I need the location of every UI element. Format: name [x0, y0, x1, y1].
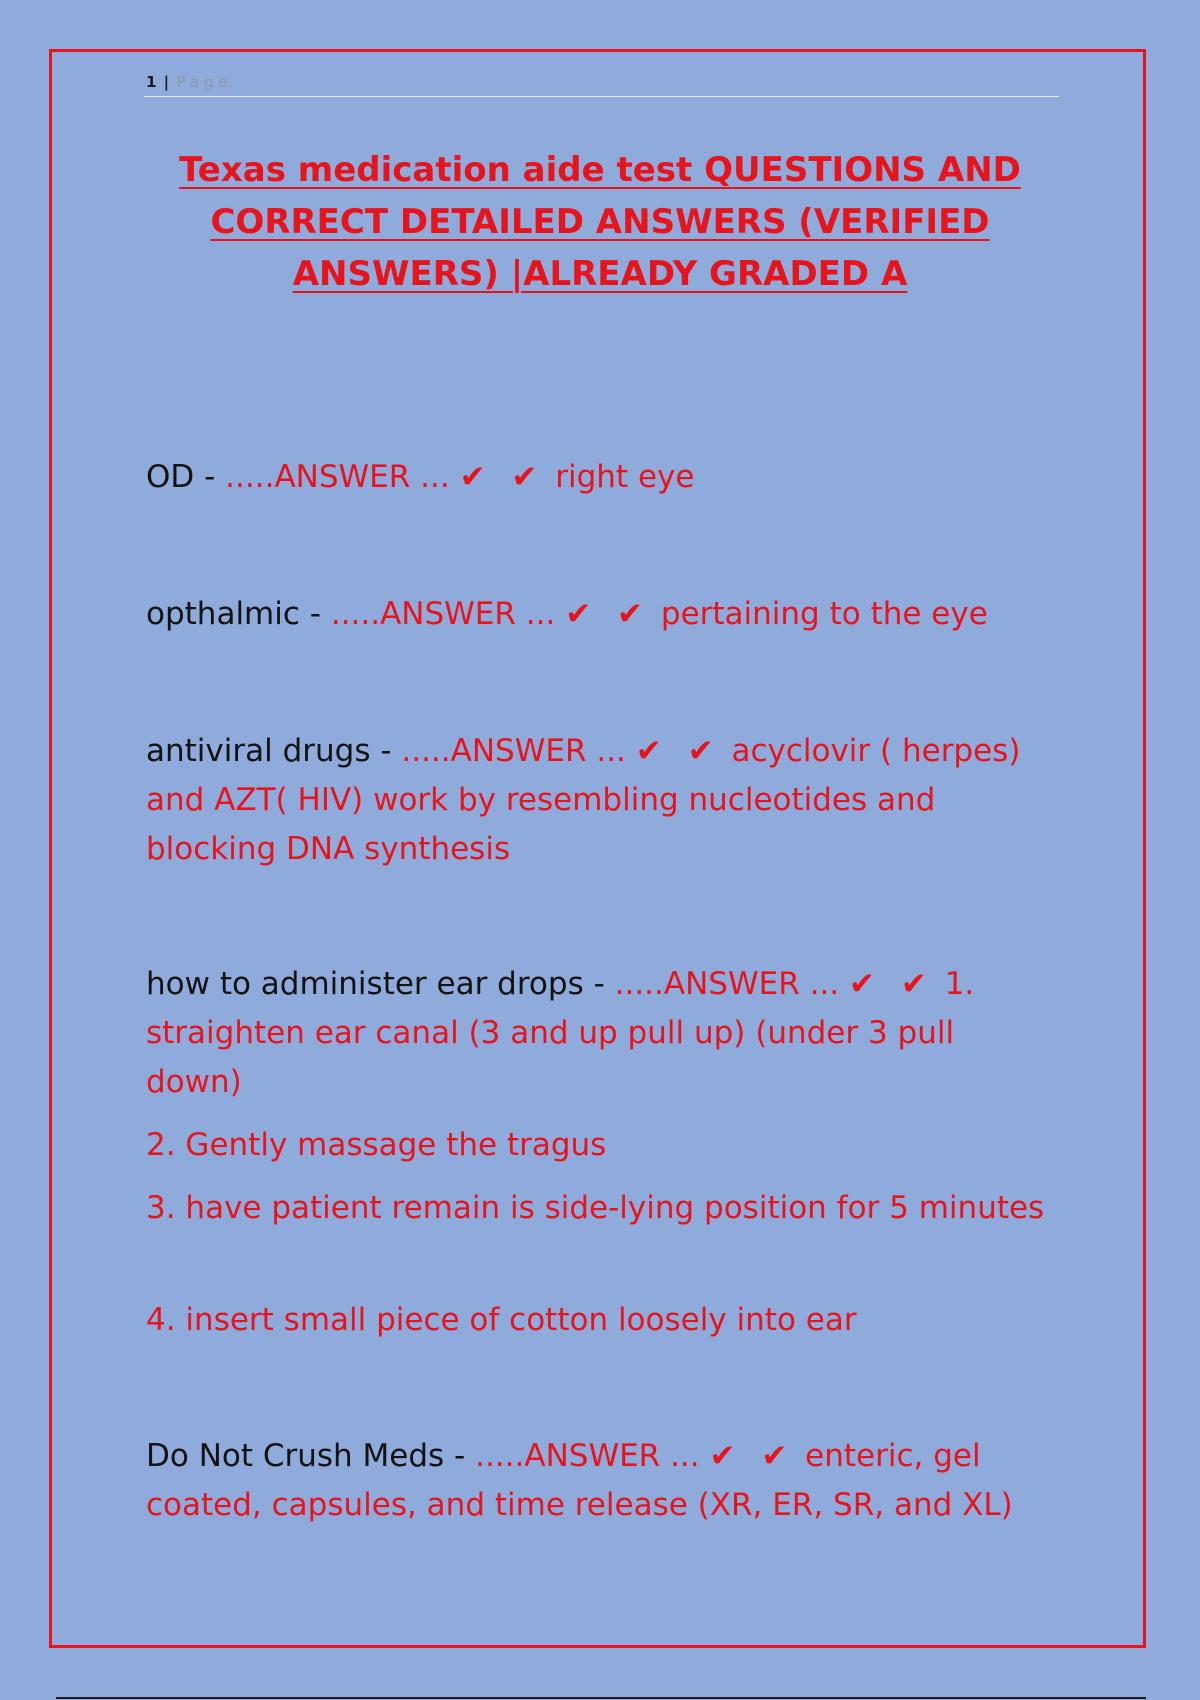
question-term: opthalmic - — [146, 596, 331, 632]
qa-item-antiviral-drugs — [146, 727, 1046, 874]
answer-marker: .....ANSWER ... — [614, 966, 840, 1002]
page-number-label — [146, 73, 233, 91]
check-marks-icon: ✔ ✔ — [849, 966, 935, 1002]
answer-text: acyclovir ( herpes) and AZT( HIV) work by resembling nucleotides and blocking DNA synthesis — [146, 733, 1021, 867]
check-marks-icon: ✔ ✔ — [709, 1438, 796, 1474]
answer-marker: .....ANSWER ... — [330, 596, 556, 632]
page-header — [144, 70, 1059, 97]
question-term: OD - — [146, 459, 226, 495]
question-term: how to administer ear drops - — [146, 966, 615, 1002]
question-term: Do Not Crush Meds - — [146, 1438, 476, 1474]
answer-marker: .....ANSWER ... — [475, 1438, 700, 1474]
document-title: Texas medication aide test QUESTIONS AND CORRECT DETAILED ANSWERS (VERIFIED ANSWERS) |ALREADY GRADED A — [179, 150, 1021, 294]
question-term: antiviral drugs - — [146, 733, 402, 769]
page-number: 1 — [146, 73, 158, 91]
qa-item-ear-drops — [146, 960, 1046, 1107]
answer-text: right eye — [555, 459, 695, 495]
ear-drops-step: 4. insert small piece of cotton loosely into ear — [146, 1302, 857, 1338]
check-marks-icon: ✔ ✔ — [635, 733, 722, 769]
qa-item-do-not-crush — [146, 1432, 1046, 1530]
answer-marker: .....ANSWER ... — [401, 733, 626, 769]
answer-text: pertaining to the eye — [660, 596, 988, 632]
ear-drops-step: 2. Gently massage the tragus — [146, 1127, 607, 1163]
page-bottom-rule — [56, 1697, 1146, 1699]
ear-drops-step: 3. have patient remain is side-lying position for 5 minutes — [146, 1190, 1045, 1226]
page-word: Page — [176, 73, 233, 91]
answer-marker: .....ANSWER ... — [225, 459, 450, 495]
answer-text: enteric, gel coated, capsules, and time release (XR, ER, SR, and XL) — [146, 1438, 1013, 1523]
check-marks-icon: ✔ ✔ — [565, 596, 652, 632]
qa-item-od — [146, 453, 1046, 502]
check-marks-icon: ✔ ✔ — [459, 459, 546, 495]
answer-text: 1. straighten ear canal (3 and up pull up) (under 3 pull down) — [146, 966, 975, 1100]
page-separator: | — [163, 73, 171, 91]
qa-item-opthalmic — [146, 590, 1046, 639]
